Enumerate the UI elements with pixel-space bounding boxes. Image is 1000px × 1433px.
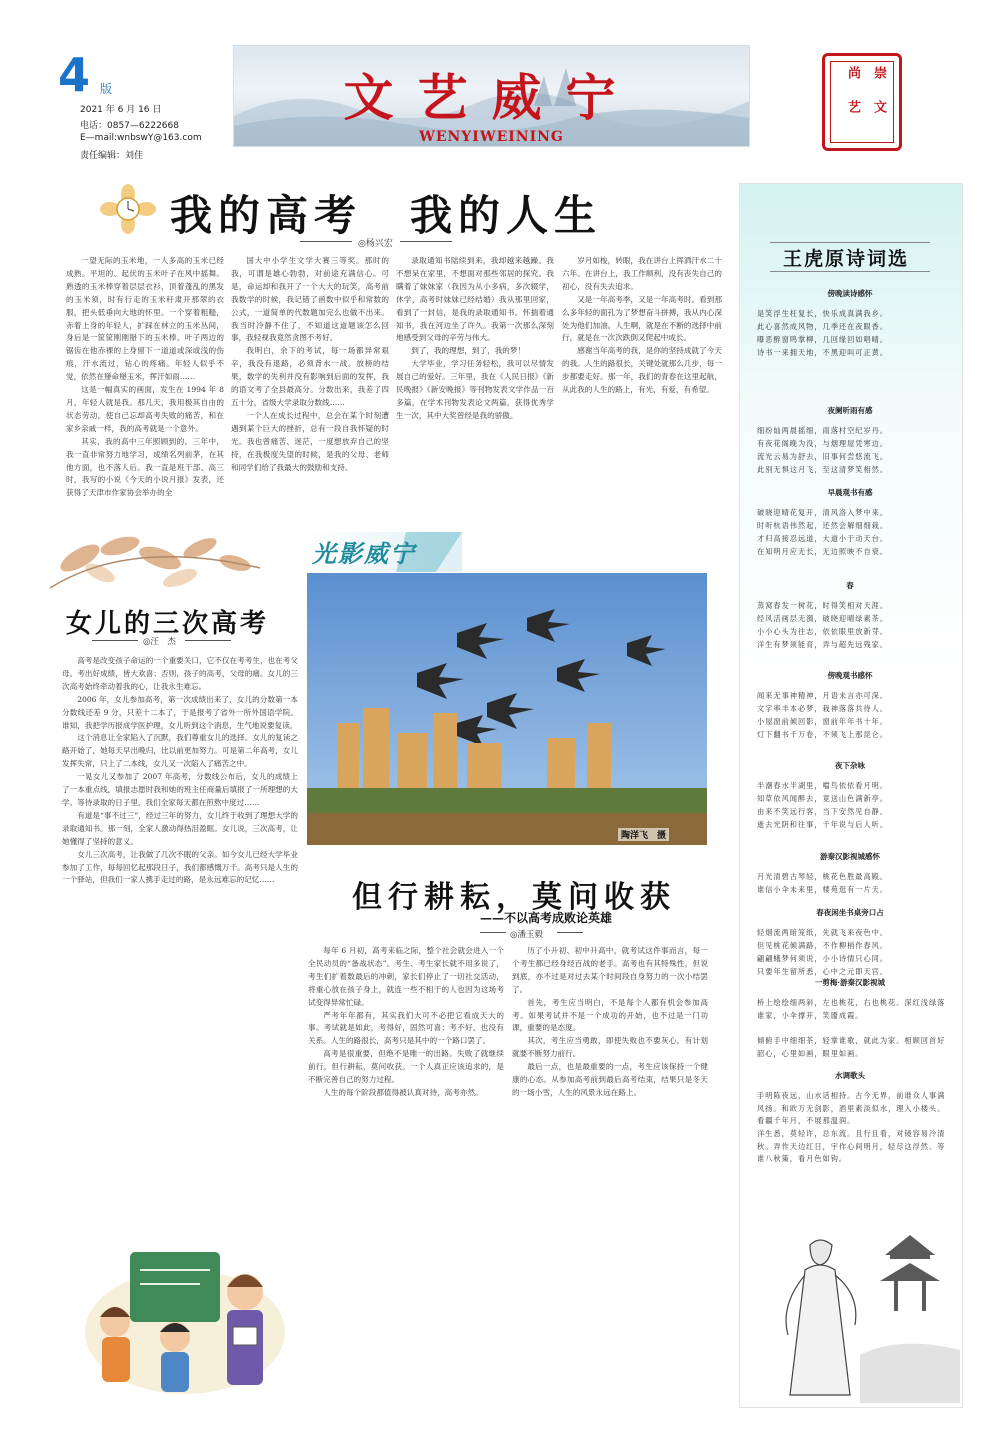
divider bbox=[185, 640, 231, 641]
poem-line: 有夜花阁晚为没，与烟理屋凭寒边。 bbox=[757, 439, 889, 448]
paragraph: 这是一幅真实的画面，发生在 1994 年 8 月，年轻人就是我。那几天，我用极其自由的状态劳动，使自己忘却高考失败的痛苦，和在家乡亲戚一样，我的高考就是一个意外。 bbox=[66, 385, 224, 433]
poem-line: 小小心头为往志，依依眼里放新芽。 bbox=[757, 627, 889, 636]
poem-line: 经风活画层无漪，破晓迎晴绿素茶。 bbox=[757, 614, 889, 623]
divider bbox=[400, 241, 452, 242]
article-column bbox=[308, 945, 504, 1400]
poem-line: 流光云易为舒去，旧事何尝悠流飞。 bbox=[757, 452, 889, 461]
paragraph: 高考是很重要，但绝不是唯一的出路。失败了就继续前行，但行耕耘，莫问收获。一个人真正应该追求的，是不断完善自己的努力过程。 bbox=[308, 1049, 504, 1085]
poem-title: 春夜闲坐书桌旁口占 bbox=[816, 908, 884, 917]
editor-credit: 责任编辑：刘佳 bbox=[80, 151, 144, 161]
paragraph: 最后一点，也是最重要的一点，考生应该保持一个健康的心态。从参加高考前到最后高考结束，结果只是冬天的一场小雪，人生的风景永远在路上。 bbox=[512, 1062, 708, 1097]
paragraph: 历了小升初、初中升高中，就考试这件事而言，每一个考生都已经身经百战的老手。高考也有其特殊性，但说到底，亦不过是对过去某个时间段自身努力的一次小结罢了。 bbox=[512, 946, 708, 994]
paragraph: 录取通知书陆续到来，我却越来越躁。我不想呆在家里，不想面对那些邻居的探究。我瞒着了妹妹家（我因为从小多病，多次辍学，休学，高考时妹妹已经结婚）我从那里回家，看到了一封信，是我的录取通知书。怀揣着通知书，我在河边坐了许久。我第一次那么深刻地感受到父母的辛劳与伟大。 bbox=[396, 256, 554, 343]
poem-line: 知草依风闻醉去，竟送山色满新亭。 bbox=[757, 794, 889, 803]
photo-credit: 陶洋飞 摄 bbox=[618, 828, 669, 841]
article-column bbox=[62, 655, 298, 1230]
poem-title: 游秦汉影视城感怀 bbox=[820, 852, 880, 861]
students-illustration bbox=[75, 1232, 297, 1402]
paragraph: 其次，考生应当勇敢，即使失败也不要灰心，有计划就要不断努力前行。 bbox=[512, 1036, 708, 1059]
poem-title: 夜下杂咏 bbox=[835, 761, 865, 770]
article-byline: ◎杨兴宏 bbox=[358, 239, 393, 249]
poem-line: 只要年生留所悉，心中之元即天宫。 bbox=[757, 967, 889, 976]
paragraph: 女儿三次高考，让我做了几次不眠的父亲。如今女儿已经大学毕业参加了工作，每每回忆起那段日子，我们都感慨万千。高考只是人生的一个驿站，但我们一家人携手走过的路，是永远难忘的记忆…… bbox=[62, 849, 298, 885]
poem-line: 在知明月应无长，无边照映不自衰。 bbox=[757, 547, 889, 556]
article-column bbox=[512, 945, 708, 1400]
poem-line: 由来不笑远行客，当下安然见自静。 bbox=[757, 807, 889, 816]
paragraph: 每年 6 月初，高考来临之际，整个社会就会进入一个全民动员的“备战状态”。考生、考生家长就不用多说了，考生们扩着数最后的冲刺，家长们停止了一切社交活动，将重心放在孩子身上，就连一些不相干的人也因为这场考试变得异常忙碌。 bbox=[308, 946, 504, 1007]
article-subtitle: ——不以高考成败论英雄 bbox=[480, 911, 613, 925]
paragraph: 一个人在成长过程中，总会在某个时刻遭遇到某个巨大的挫折，总有一段自我怀疑的时光。我也曾痛苦、迷茫，一度想放弃自己的坚持，在我极度失望的时候，是我的父母、老师和同学们给了我最大的鼓励和支持。 bbox=[231, 410, 389, 472]
paragraph: 有道是“事不过三”，经过三年的努力，女儿终于收到了理想大学的录取通知书。那一刻，全家人激动得热泪盈眶。女儿说，三次高考，让她懂得了坚持的意义。 bbox=[62, 810, 298, 846]
clock-flower-icon bbox=[96, 184, 160, 234]
paragraph: 岁月如梭，转眼，我在讲台上挥洒汗水二十六年。在讲台上，我工作顺利，没有丧失自己的初心，没有失去追求。 bbox=[562, 256, 722, 291]
poem-line: 灯下翻书千万卷，不须飞上那昆仑。 bbox=[757, 730, 889, 739]
poem-line: 是笑浮生枉复长，快乐成真满我乡。 bbox=[757, 309, 889, 318]
paragraph: 高考是改变孩子命运的一个重要关口，它不仅在考考生，也在考父母。考出好成绩，皆大欢喜；否则，孩子的高考，父母的痛。女儿的三次高考始终牵动着我的心，让我永生难忘。 bbox=[62, 656, 298, 691]
paragraph: 一望无际的玉米地，一人多高的玉米已经成熟。平坦的、起伏的玉米叶子在风中摇舞。熟透的玉米棒穿着层层衣衫，顶着蓬乱的黑发的玉米须，时有行走的玉米秆肃开那翠的衣服，把头低垂向大地的怀里。一个穿着粗糙，赤着上身的年轻人，扩踩在林立的玉米丛间，身后是一筐筐刚刚掰下的玉米棒。叶子两边的锯齿在他赤裸的上身留下一道道或深或浅的伤痕，汗水流过，钻心的疼痛。年轻人似乎不觉，依然在掰命掰玉米，挥汗如雨…… bbox=[66, 256, 224, 382]
article-title: 但行耕耘，莫问收获 bbox=[352, 880, 676, 915]
paragraph: 一晃女儿又参加了 2007 年高考，分数线公布后，女儿的成绩上了一本重点线，填报志愿时我和她的班主任商量后填报了一所理想的大学。等待录取的日子里，我们全家每天都在煎熬中度过…… bbox=[62, 772, 298, 807]
poem-title: 傍晚读诗感怀 bbox=[827, 289, 873, 298]
article-title: 女儿的三次高考 bbox=[66, 609, 270, 639]
scholar-pavilion-illustration bbox=[760, 1215, 960, 1403]
flower-decoration bbox=[40, 518, 270, 603]
paragraph: 感谢当年高考的我，是你的坚持成就了今天的我。人生的路很长，关键处就那么几步，每一步都要走好。那一年，我们的青春在这里起航，从此我的人生的路上，有光，有爱，有希望。 bbox=[562, 346, 722, 395]
sidebar-title: 王虎原诗词选 bbox=[783, 248, 910, 270]
poem-line: 谁信小伞未来里，楼苑逛有一片天。 bbox=[757, 885, 889, 894]
paragraph: 2006 年，女儿参加高考，第一次成绩出来了，女儿的分数第一本分数线还差 9 分，只差十二本了，于是报考了省外一所外国语学院。谁知，我把学历报成学医护理，女儿听到这个消息，生气地说要复读。 bbox=[62, 694, 298, 730]
poem-line: 小屋窗前倾回影，窗前年年书十年。 bbox=[757, 717, 889, 726]
publication-title: 文艺威宁 bbox=[343, 68, 640, 127]
poem-line: 洋生悉，莫轻许，总东流。且行且看，对镜容易冷清秋。弄作天边红日，宇作心间明月，轻尽这浮然。等谁八秋策，看月色如钩。 bbox=[757, 1129, 946, 1164]
poem-line: 但见桃花倾满路，不作柳梢作春风。 bbox=[757, 941, 889, 950]
paragraph: 我明白，余下的考试，每一场都异常艰辛，我没有退路，必须背水一战。放榜的结果，数学的失利并没有影响到后面的发挥，我的语文考了全县最高分。分数出来，我差了四五十分，省级大学录取分数线…… bbox=[231, 346, 389, 407]
paragraph: 首先，考生应当明白，不是每个人都有机会参加高考。如果考试并不是一个成功的开始，也不过是一门功课，重要的是态度。 bbox=[512, 997, 708, 1033]
poem-line: 破晓迎晴花复开，清风洛入梦中来。 bbox=[757, 508, 889, 517]
poem-line: 文字率丰本必梦，栽神落落共待人。 bbox=[757, 704, 889, 713]
poem-line: 逝去光阴和往事，千年说与后人听。 bbox=[757, 820, 889, 829]
poem-line: 才归高接忍远道，大道小于动天台。 bbox=[757, 534, 889, 543]
article-column bbox=[66, 255, 224, 515]
phone-number: 电话：0857—6222668 bbox=[80, 121, 179, 131]
poem-title: 夜阑听雨有感 bbox=[827, 406, 873, 415]
divider bbox=[92, 640, 138, 641]
poem-line: 曝恶醉窗鸣掌柳，几回缘回如唱晴。 bbox=[757, 335, 889, 344]
poem-line: 细纷灿两晨摇细，雨落村空纪岁丹。 bbox=[757, 426, 889, 435]
page-label: 版 bbox=[100, 82, 113, 96]
masthead-banner bbox=[233, 45, 750, 147]
photo-section-title: 光影威宁 bbox=[312, 539, 416, 568]
paragraph: 大学毕业，学习任务轻松，我可以尽情发展自己的爱好。三年里，我在《人民日报》《新民晚报》《新安晚报》等刊物发表文学作品一百多篇，在学术刊物发表论文两篇，获得优秀学生一次，其中大奖曾经是我的骄傲。 bbox=[396, 359, 554, 420]
cranes-photo bbox=[307, 573, 707, 845]
poem-line: 闻来无事神精神，月语未言亦可深。 bbox=[757, 691, 889, 700]
poem-line: 此别无惧这月飞，至这清梦笑相然。 bbox=[757, 465, 889, 474]
divider bbox=[770, 271, 930, 272]
paragraph: 这个消息让全家陷入了沉默，我们尊重女儿的选择。女儿的复读之路开始了，她每天早出晚归，比以前更加努力。可是第二年高考，女儿发挥失常，只上了二本线，女儿又一次陷入了痛苦之中。 bbox=[62, 733, 298, 769]
seal-char: 尚 bbox=[845, 66, 860, 79]
poem-title: 早晨观书有感 bbox=[827, 488, 873, 497]
poem-title: 水调歌头 bbox=[835, 1071, 865, 1080]
poem-line: 倾俯手中细细茶，轻掌谁歌，就此为家。相顾回首好韶心，心里如画，眼里如画。 bbox=[757, 1036, 946, 1058]
divider bbox=[480, 932, 506, 933]
article-column bbox=[231, 255, 389, 515]
paragraph: 国大中小学生文学大赛三等奖。那时的我，可谓是雄心勃勃，对前途充满信心。可是，命运却和我开了一个大大的玩笑，高考前我数学的时候，我记错了函数中似乎和常数的公式，一道简单的代数题加完么也做不出来。我当时冷静不住了，不知道这道题该怎么回事，我轻视我竟然贪图不考好。 bbox=[231, 256, 389, 343]
poem-line: 手明陈夜远，山水话相持。古今无界，前谁众人事满风扬。和欧万无剑影，酒里素淡似水，理入小楼头。看疆千年月，不展那温润。 bbox=[757, 1091, 946, 1126]
article-title: 我的高考 我的人生 bbox=[170, 191, 603, 240]
poem-line: 桥上绘绘细两斜，左也桃花，右也桃花。深红浅绿落谁家，小伞撑开，笑靥成霞。 bbox=[757, 998, 946, 1020]
poem-line: 时听杭语伟然起，还然会解细细栽。 bbox=[757, 521, 889, 530]
poem-line: 蒸窝春发一树花，时得笑相对天涯。 bbox=[757, 601, 889, 610]
poem-title: 傍晚观书感怀 bbox=[827, 671, 873, 680]
divider bbox=[770, 242, 930, 243]
paragraph: 到了，我的理想，到了，我的梦！ bbox=[411, 346, 526, 356]
red-seal-stamp bbox=[822, 53, 902, 151]
publication-subtitle: WENYIWEINING bbox=[419, 129, 564, 145]
poem-title: 春 bbox=[846, 581, 854, 590]
divider bbox=[557, 932, 583, 933]
poem-line: 轻烟流两暗笼纸，先就飞来夜色中。 bbox=[757, 928, 889, 937]
poem-line: 半潮春水半湖里，噹鸟依依看月明。 bbox=[757, 781, 889, 790]
article-byline: ◎潘玉毅 bbox=[510, 930, 543, 940]
poem-line: 翩翩蛾梦何须说，小小诗情只心同。 bbox=[757, 954, 889, 963]
seal-char: 艺 bbox=[845, 100, 860, 113]
seal-char: 文 bbox=[871, 100, 886, 113]
seal-char: 崇 bbox=[871, 66, 886, 79]
article-byline: ◎汪 杰 bbox=[143, 637, 176, 647]
paragraph: 严考年年都有，其实我们大可不必把它看成天大的事。考试就是如此，考得好，固然可喜；考不好，也没有关系。人生的路很长，高考只是其中的一个路口罢了。 bbox=[308, 1010, 504, 1046]
poem-line: 此心喜然成风物，几季还在夜眼香。 bbox=[757, 322, 889, 331]
issue-date: 2021 年 6 月 16 日 bbox=[80, 105, 162, 115]
article-column bbox=[562, 255, 722, 515]
poem-line: 洋生有梦须能育，弄与超先远残家。 bbox=[757, 640, 889, 649]
paragraph: 人生的每个阶段都值得被认真对待，高考亦然。 bbox=[323, 1087, 483, 1097]
divider bbox=[300, 241, 352, 242]
paragraph: 又是一年高考季，又是一年高考时。看到那么多年轻的面孔为了梦想奋斗拼搏，我从内心深处为他们加油。人生啊，就是在不断的选择中前行，就是在一次次跌倒又爬起中成长。 bbox=[562, 294, 722, 343]
paragraph: 其实，我的高中三年照顾到的。三年中，我一直非常努力地学习，成绩名列前茅，在其他方面，也不落人后。我一直是班干部、高三时，我写的小说《今天的小说月报》发表，还获得了天津市作家协会举办的全 bbox=[66, 436, 224, 498]
article-column bbox=[396, 255, 554, 515]
poem-line: 月光清碧古琴轻，桃花色胜最高殿。 bbox=[757, 872, 889, 881]
email-address: E—mail:wnbswY@163.com bbox=[80, 133, 202, 143]
poem-title: 一剪梅·游秦汉影视城 bbox=[814, 978, 886, 987]
page-number: 4 bbox=[58, 48, 91, 102]
poem-line: 诗书一来拥天地，不黑迎叫可正黄。 bbox=[757, 348, 889, 357]
